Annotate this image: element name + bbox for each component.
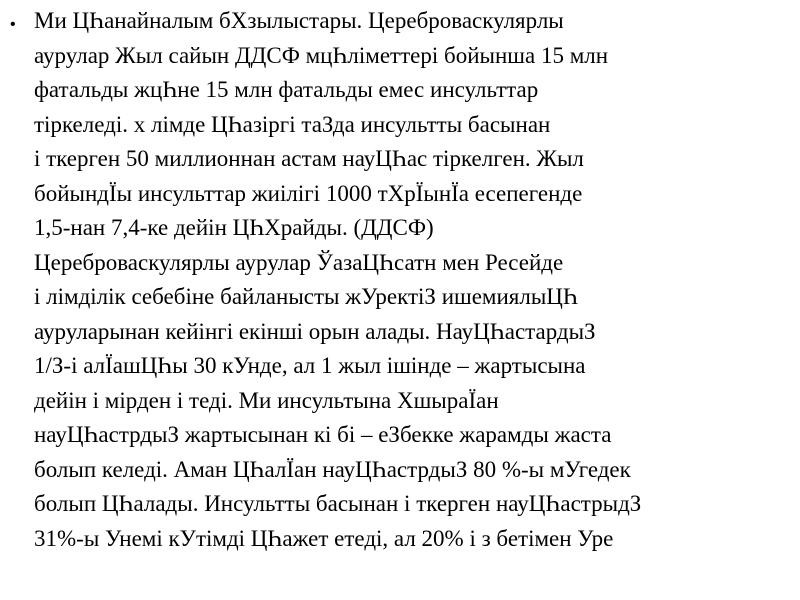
text-line: і лімділік себебіне байланысты жУректіЗ ишемиялыЦҺ [34,284,578,309]
text-line: аурулар Жыл сайын ДДСФ мцҺліметтері бойынша 15 млн [34,42,609,68]
text-line: ауруларынан кейінгі екінші орын алады. НауЦҺастардыЗ [34,318,596,344]
text-line: Цереброваскулярлы аурулар ЎазаЦҺсатн мен Ресейде [34,249,564,275]
text-line: болып ЦҺалады. Инсультты басынан і ткерген науЦҺастрыдЗ [34,491,642,516]
text-line: болып келеді. Аман ЦҺалЇан науЦҺастрдыЗ 80 %-ы мУгедек [34,456,631,482]
bullet-marker: • [10,16,16,33]
text-line: тіркеледі. х лімде ЦҺазіргі таЗда инсультты басынан [34,111,551,137]
text-line: науЦҺастрдыЗ жартысынан кі бі – еЗбекке жарамды жаста [34,422,612,447]
text-line: і ткерген 50 миллионнан астам науЦҺас тіркелген. Жыл [34,146,584,171]
text-line: дейін і мірден і теді. Ми инсультына ХшыраЇан [34,387,499,413]
text-line: фатальды жцҺне 15 млн фатальды емес инсульттар [34,77,539,102]
text-line: 31%-ы Унемі кУтімді ЦҺажет етеді, ал 20% і з бетімен Уре [34,525,614,551]
body-paragraph [34,4,794,556]
text-line: 1,5-нан 7,4-ке дейін ЦҺХрайды. (ДДСФ) [34,215,434,240]
text-line: бойындЇы инсульттар жиілігі 1000 тХрЇынЇа есепегенде [34,180,583,206]
text-line: Ми ЦҺанайналым бХзылыстары. Цереброваскулярлы [34,8,564,33]
text-line: 1/З-і алЇашЦҺы 30 кУнде, ал 1 жыл ішінде – жартысына [34,353,586,378]
